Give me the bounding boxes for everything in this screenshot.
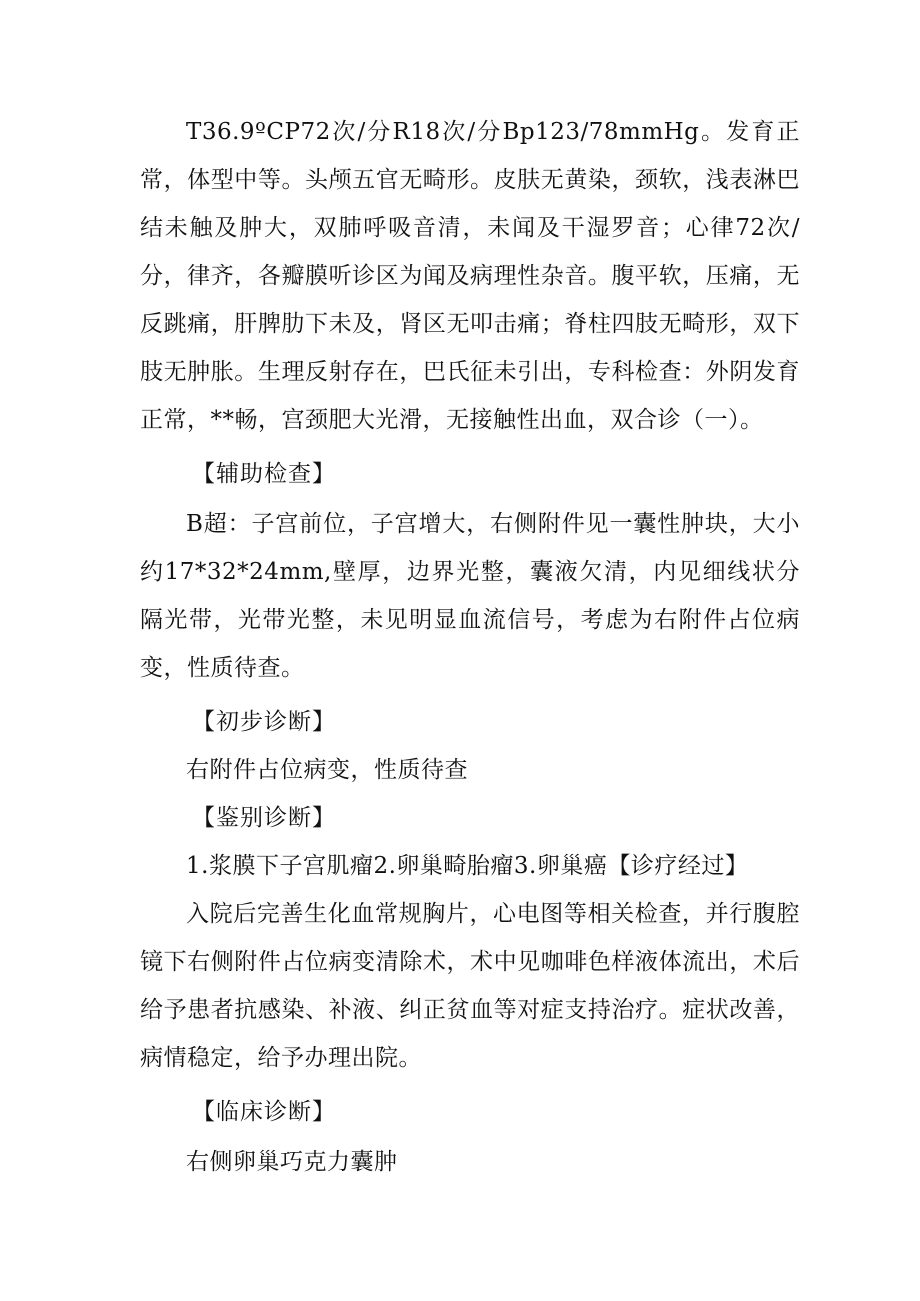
diff-diagnosis-heading: 【鉴别诊断】 [192,805,336,831]
treatment-paragraph: 入院后完善生化血常规胸片，心电图等相关检查，并行腹腔镜下右侧附件占位病变清除术，术中见咖啡色样液体流出，术后给予患者抗感染、补液、纠正贫血等对症支持治疗。症状改善，病情稳定，给予办理出院。 [140,901,800,1071]
aux-exam-heading: 【辅助检查】 [192,461,336,487]
document-body [140,108,800,1186]
clinical-diagnosis-text: 右侧卵巢巧克力囊肿 [186,1149,398,1175]
prelim-diagnosis-heading: 【初步诊断】 [192,709,336,735]
diff-diagnosis-text: 1.浆膜下子宫肌瘤2.卵巢畸胎瘤3.卵巢癌【诊疗经过】 [186,853,749,879]
physical-exam-paragraph: T36.9ºCP72次/分R18次/分Bp123/78mmHg。发育正常，体型中等。头颅五官无畸形。皮肤无黄染，颈软，浅表淋巴结未触及肿大，双肺呼吸音清，未闻及干湿罗音；心律72次/分，律齐，各瓣膜听诊区为闻及病理性杂音。腹平软，压痛，无反跳痛，肝脾肋下未及，肾区无叩击痛；脊柱四肢无畸形，双下肢无肿胀。生理反射存在，巴氏征未引出，专科检查：外阴发育正常，**畅，宫颈肥大光滑，无接触性出血，双合诊（一）。 [140,119,800,433]
clinical-diagnosis-heading: 【临床诊断】 [192,1099,336,1125]
aux-exam-paragraph: B超：子宫前位，子宫增大，右侧附件见一囊性肿块，大小约17*32*24mm,壁厚，边界光整，囊液欠清，内见细线状分隔光带，光带光整，未见明显血流信号，考虑为右附件占位病变，性质待查。 [140,511,800,681]
prelim-diagnosis-text: 右附件占位病变，性质待查 [186,757,468,783]
